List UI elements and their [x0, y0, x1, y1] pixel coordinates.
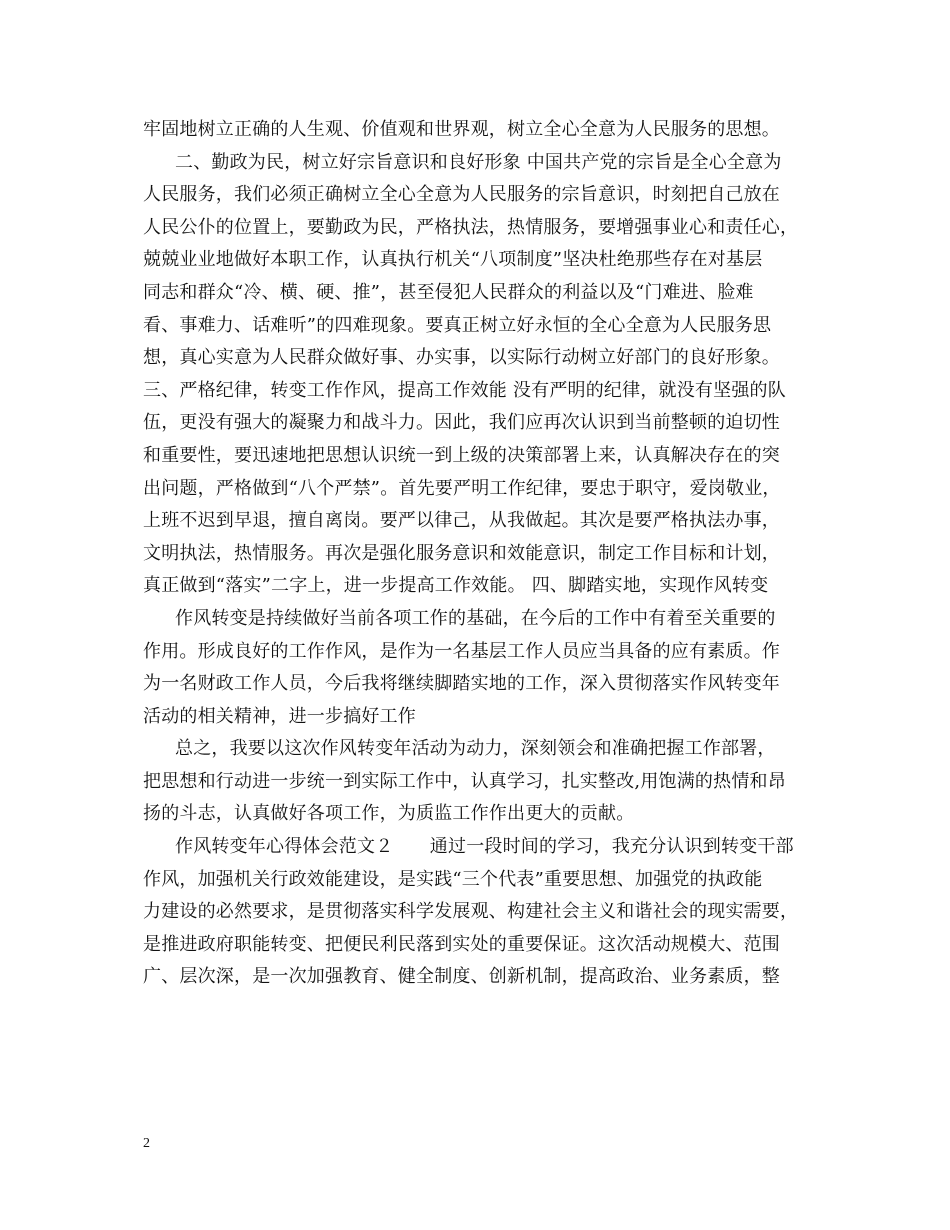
text-line: 牢固地树立正确的人生观、价值观和世界观，树立全心全意为人民服务的思想。 [143, 119, 780, 140]
text-line: 作风，加强机关行政效能建设，是实践“三个代表”重要思想、加强党的执政能 [143, 868, 763, 890]
text-line: 真正做到“落实”二字上，进一步提高工作效能。 四、脚踏实地，实现作风转变 [143, 575, 769, 597]
text-line: 是推进政府职能转变、把便民利民落到实处的重要保证。这次活动规模大、范围 [143, 933, 780, 955]
text-line: 人民公仆的位置上，要勤政为民，严格执法，热情服务，要增强事业心和责任心， [143, 216, 799, 238]
text-line: 扬的斗志，认真做好各项工作，为质监工作作出更大的贡献。 [143, 803, 635, 825]
text-line: 和重要性，要迅速地把思想认识统一到上级的决策部署上来，认真解决存在的突 [143, 444, 780, 466]
text-line: 人民服务，我们必须正确树立全心全意为人民服务的宗旨意识，时刻把自己放在 [143, 184, 780, 206]
text-line: 伍，更没有强大的凝聚力和战斗力。因此，我们应再次认识到当前整顿的迫切性 [143, 412, 780, 434]
text-line: 广、层次深，是一次加强教育、健全制度、创新机制，提高政治、业务素质，整 [143, 966, 780, 988]
text-line: 活动的相关精神，进一步搞好工作 [143, 705, 416, 727]
text-line: 为一名财政工作人员，今后我将继续脚踏实地的工作，深入贯彻落实作风转变年 [143, 673, 780, 695]
text-line: 作风转变是持续做好当前各项工作的基础，在今后的工作中有着至关重要的 [175, 607, 776, 629]
page-number: 2 [143, 1136, 150, 1151]
text-line: 作风转变年心得体会范文２ 通过一段时间的学习，我充分认识到转变干部 [175, 836, 794, 858]
text-line: 力建设的必然要求，是贯彻落实科学发展观、构建社会主义和谐社会的现实需要， [143, 901, 799, 923]
document-body [143, 114, 813, 994]
text-line: 把思想和行动进一步统一到实际工作中，认真学习，扎实整改,用饱满的热情和昂 [143, 770, 786, 792]
text-line: 兢兢业业地做好本职工作，认真执行机关“八项制度”坚决杜绝那些存在对基层 [143, 249, 763, 271]
text-line: 作用。形成良好的工作作风，是作为一名基层工作人员应当具备的应有素质。作 [143, 640, 780, 662]
text-line: 上班不迟到早退，擅自离岗。要严以律己，从我做起。其次是要严格执法办事， [143, 510, 780, 532]
text-line: 二、勤政为民，树立好宗旨意识和良好形象 中国共产党的宗旨是全心全意为 [175, 151, 782, 173]
text-line: 看、事难力、话难听”的四难现象。要真正树立好永恒的全心全意为人民服务思 [143, 314, 772, 336]
text-line: 文明执法，热情服务。再次是强化服务意识和效能意识，制定工作目标和计划， [143, 542, 780, 564]
text-line: 想，真心实意为人民群众做好事、办实事，以实际行动树立好部门的良好形象。 [143, 347, 780, 369]
text-line: 总之，我要以这次作风转变年活动为动力，深刻领会和准确把握工作部署， [175, 738, 776, 760]
text-line: 出问题，严格做到“八个严禁”。首先要严明工作纪律，要忠于职守，爱岗敬业， [143, 477, 781, 499]
text-line: 三、严格纪律，转变工作作风，提高工作效能 没有严明的纪律，就没有坚强的队 [143, 379, 786, 401]
text-line: 同志和群众“冷、横、硬、推”，甚至侵犯人民群众的利益以及“门难进、脸难 [143, 281, 754, 303]
